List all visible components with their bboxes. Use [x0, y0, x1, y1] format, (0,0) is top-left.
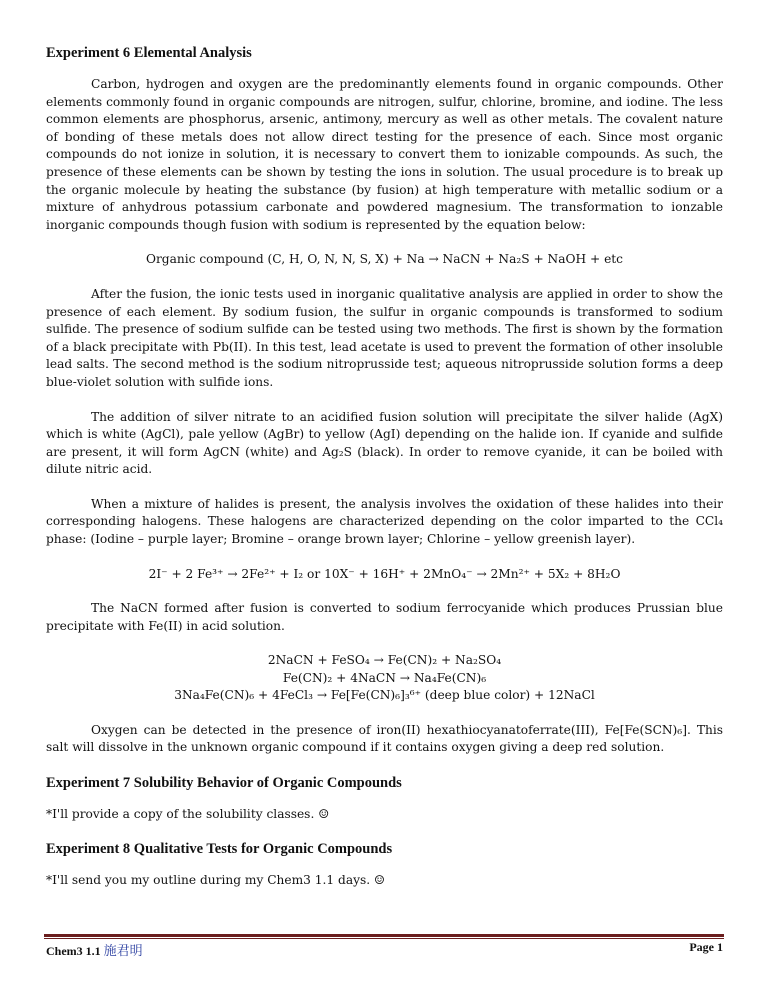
heading-experiment-6: Experiment 6 Elemental Analysis — [46, 45, 252, 61]
equation-halide-oxidation: 2I⁻ + 2 Fe³⁺ → 2Fe²⁺ + I₂ or 10X⁻ + 16H⁺ + 2MnO₄⁻ → 2Mn²⁺ + 5X₂ + 8H₂O — [148, 566, 621, 581]
footer-course: Chem3 1.1 — [46, 944, 101, 958]
footer-author-name: 施君明 — [103, 944, 143, 959]
heading-experiment-7: Experiment 7 Solubility Behavior of Organic Compounds — [46, 774, 402, 791]
paragraph-halogen-oxidation: When a mixture of halides is present, the analysis involves the oxidation of these halides into their corresponding halogens. These halogens are characterized depending on the color imparted to the CCl₄ phase: (Iodine – purple layer; Bromine – orange brown layer; Chlorine – yellow greenish layer). — [46, 496, 723, 547]
paragraph-intro: Carbon, hydrogen and oxygen are the predominantly elements found in organic compounds. Other elements commonly found in organic compounds are nitrogen, sulfur, chlorine, bromine, and iodine. The less common elements are phosphorus, arsenic, antimony, mercury as well as other metals. The covalent nature of bonding of these metals does not allow direct testing for the presence of each. Since most organic compounds do not ionize in solution, it is necessary to convert them to ionizable compounds. As such, the presence of these elements can be shown by testing the ions in solution. The usual procedure is to break up the organic molecule by heating the substance (by fusion) at high temperature with metallic sodium or a mixture of anhydrous potassium carbonate and powdered magnesium. The transformation to ionzable inorganic compounds though fusion with sodium is represented by the equation below: — [46, 77, 723, 232]
note-outline: *I'll send you my outline during my Chem3 1.1 days. ☺ — [46, 873, 385, 888]
paragraph-halide-test: The addition of silver nitrate to an acidified fusion solution will precipitate the silver halide (AgX) which is white (AgCl), pale yellow (AgBr) to yellow (AgI) depending on the halide ion. If cyanide and sulfide are present, it will form AgCN (white) and Ag₂S (black). In order to remove cyanide, it can be boiled with dilute nitric acid. — [46, 409, 723, 477]
document-page — [46, 44, 723, 907]
heading-experiment-8: Experiment 8 Qualitative Tests for Organic Compounds — [46, 841, 393, 858]
footer-rule-thin — [44, 938, 724, 939]
note-solubility: *I'll provide a copy of the solubility classes. ☺ — [46, 806, 330, 821]
equation-line: 2NaCN + FeSO₄ → Fe(CN)₂ + Na₂SO₄ — [267, 653, 502, 668]
footer-page-number: Page 1 — [689, 940, 723, 954]
paragraph-sulfur-test: After the fusion, the ionic tests used in inorganic qualitative analysis are applied in order to show the presence of each element. By sodium fusion, the sulfur in organic compounds is transformed to sodium sulfide. The presence of sodium sulfide can be tested using two methods. The first is shown by the formation of a black precipitate with Pb(II). In this test, lead acetate is used to prevent the formation of other insoluble lead salts. The second method is the sodium nitroprusside test; aqueous nitroprusside solution forms a deep blue-violet solution with sulfide ions. — [46, 286, 723, 389]
equation-block-prussian-blue — [46, 652, 723, 704]
paragraph-nitrogen-test: The NaCN formed after fusion is converted to sodium ferrocyanide which produces Prussian blue precipitate with Fe(II) in acid solution. — [46, 601, 723, 633]
equation-line: Fe(CN)₂ + 4NaCN → Na₄Fe(CN)₆ — [282, 670, 487, 685]
equation-line: 3Na₄Fe(CN)₆ + 4FeCl₃ → Fe[Fe(CN)₆]₃⁶⁺ (deep blue color) + 12NaCl — [174, 688, 595, 703]
footer-left — [46, 940, 143, 959]
equation-sodium-fusion: Organic compound (C, H, O, N, N, S, X) + Na → NaCN + Na₂S + NaOH + etc — [145, 252, 624, 267]
page-footer — [46, 940, 723, 960]
paragraph-oxygen-test: Oxygen can be detected in the presence of iron(II) hexathiocyanatoferrate(III), Fe[Fe(SCN)₆]. This salt will dissolve in the unknown organic compound if it contains oxygen giving a deep red solution. — [46, 722, 723, 755]
footer-rule — [44, 934, 724, 937]
